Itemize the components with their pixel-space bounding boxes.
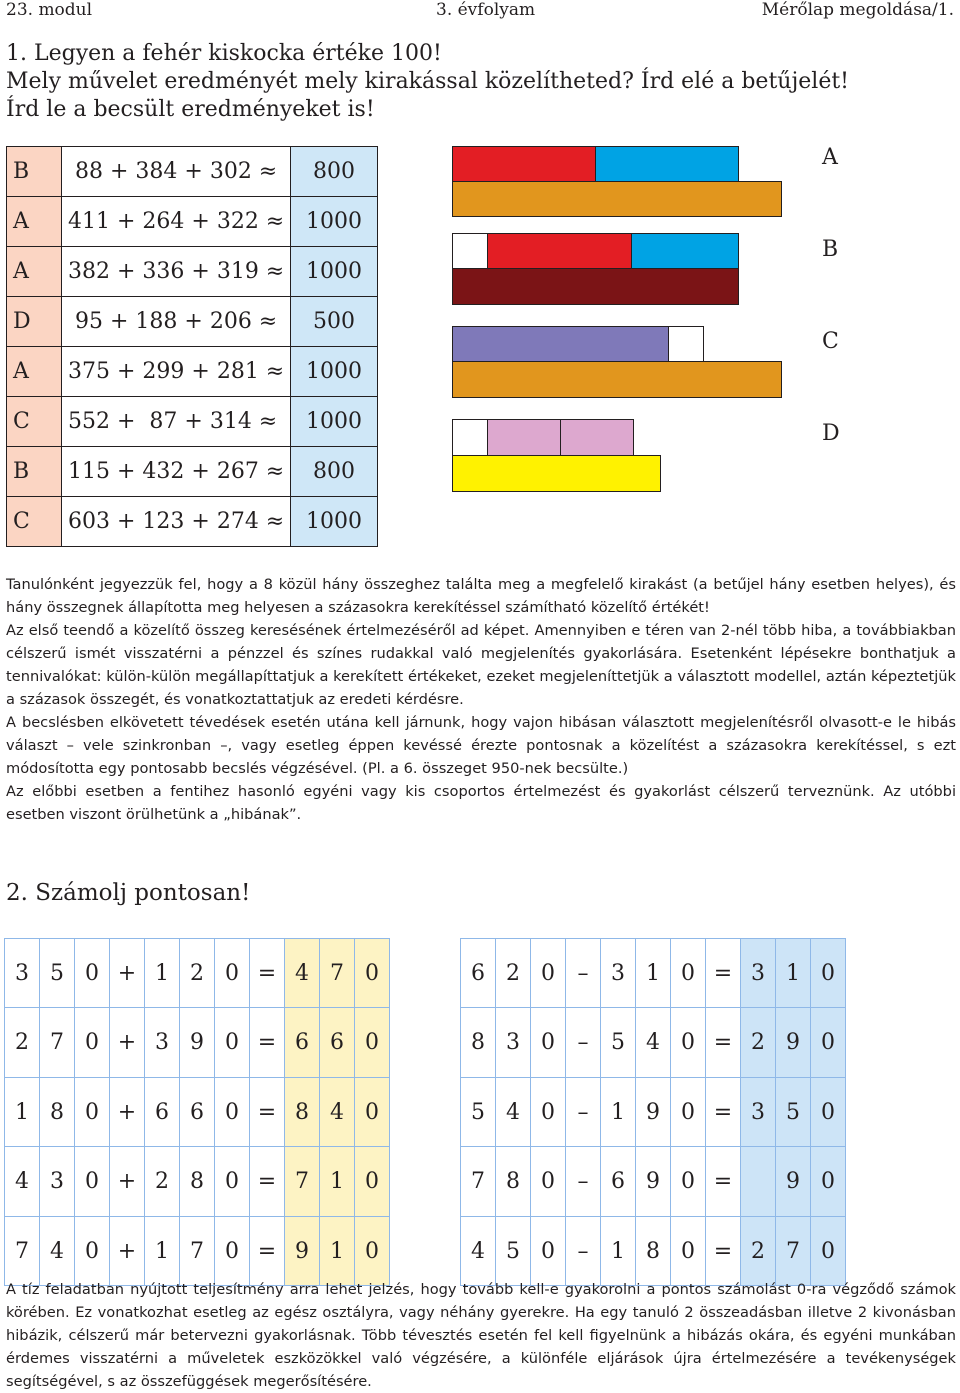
grid-cell: 0 bbox=[531, 1078, 566, 1147]
bar-d-yellow bbox=[452, 455, 661, 492]
answer-cell: 0 bbox=[811, 1078, 846, 1147]
grid-cell: 0 bbox=[531, 1217, 566, 1286]
grid-cell: – bbox=[566, 1008, 601, 1078]
answer-cell: 0 bbox=[355, 1217, 390, 1286]
grid-cell: + bbox=[110, 1008, 145, 1078]
grid-cell: = bbox=[706, 1008, 741, 1078]
grid-cell: + bbox=[110, 1217, 145, 1286]
answer-cell: 1 bbox=[320, 1217, 355, 1286]
task1-line1: 1. Legyen a fehér kiskocka értéke 100! bbox=[6, 41, 442, 66]
grid-cell: 8 bbox=[636, 1217, 671, 1286]
answer-cell: 7 bbox=[285, 1147, 320, 1217]
bar-c-orange bbox=[452, 361, 782, 398]
estimate-expression: 115 + 432 + 267 ≈ bbox=[62, 447, 291, 497]
grid-cell: – bbox=[566, 939, 601, 1008]
grid-cell: 0 bbox=[75, 1147, 110, 1217]
answer-cell: 0 bbox=[811, 1217, 846, 1286]
grid-cell: 7 bbox=[180, 1217, 215, 1286]
grid-cell: = bbox=[706, 1078, 741, 1147]
estimate-row bbox=[7, 247, 378, 297]
grid-cell: 1 bbox=[636, 939, 671, 1008]
answer-cell: 1 bbox=[320, 1147, 355, 1217]
bar-d-pink-1 bbox=[487, 419, 561, 456]
grid-cell: 5 bbox=[601, 1008, 636, 1078]
answer-cell: 9 bbox=[776, 1147, 811, 1217]
bar-a-red bbox=[452, 146, 596, 182]
grid-cell: = bbox=[706, 1147, 741, 1217]
estimate-letter: B bbox=[7, 447, 62, 497]
grid-cell: 0 bbox=[671, 1008, 706, 1078]
note-paragraph-4: Az előbbi esetben a fentihez hasonló egyéni vagy kis csoportos értelmezést és gyakorlást célszerű terveznünk. Az utóbbi esetben viszont örülhetünk a „hibának”. bbox=[6, 783, 956, 823]
bar-label-d: D bbox=[822, 421, 840, 446]
grid-row bbox=[5, 1078, 390, 1147]
bar-b-red bbox=[487, 233, 632, 269]
estimate-value: 500 bbox=[291, 297, 378, 347]
estimate-expression: 382 + 336 + 319 ≈ bbox=[62, 247, 291, 297]
estimate-expression: 375 + 299 + 281 ≈ bbox=[62, 347, 291, 397]
grid-cell: 9 bbox=[636, 1078, 671, 1147]
estimate-letter: B bbox=[7, 147, 62, 197]
grid-cell: 1 bbox=[601, 1217, 636, 1286]
grid-cell: = bbox=[250, 939, 285, 1008]
grid-cell: 0 bbox=[671, 1217, 706, 1286]
grid-cell: 0 bbox=[531, 1008, 566, 1078]
grid-cell: 0 bbox=[215, 1078, 250, 1147]
answer-cell: 0 bbox=[811, 1008, 846, 1078]
grid-cell: = bbox=[706, 1217, 741, 1286]
bar-b-maroon bbox=[452, 268, 739, 305]
grid-cell: 4 bbox=[496, 1078, 531, 1147]
grid-cell: 0 bbox=[215, 939, 250, 1008]
grid-cell: 0 bbox=[671, 1078, 706, 1147]
grid-cell: + bbox=[110, 939, 145, 1008]
grid-cell: 3 bbox=[40, 1147, 75, 1217]
bar-models bbox=[452, 146, 782, 492]
bar-d-pink-2 bbox=[560, 419, 634, 456]
answer-cell: 6 bbox=[320, 1008, 355, 1078]
estimate-table bbox=[6, 146, 378, 547]
answer-cell: 9 bbox=[285, 1217, 320, 1286]
estimate-value: 1000 bbox=[291, 497, 378, 547]
grid-cell: 3 bbox=[5, 939, 40, 1008]
note-paragraph-1: Tanulónként jegyezzük fel, hogy a 8 közül hány összeghez találta meg a megfelelő kirakást (a betűjel hány esetben helyes), és hány összegnek állapította meg helyesen a százasokra kerekítéssel számítható közelítő értékét! bbox=[6, 576, 956, 616]
answer-cell: 2 bbox=[741, 1217, 776, 1286]
grid-cell: 4 bbox=[636, 1008, 671, 1078]
grid-cell: 9 bbox=[636, 1147, 671, 1217]
grid-cell: 1 bbox=[145, 1217, 180, 1286]
grid-cell: 8 bbox=[180, 1147, 215, 1217]
estimate-letter: A bbox=[7, 197, 62, 247]
grid-row bbox=[5, 1147, 390, 1217]
grid-cell: 4 bbox=[40, 1217, 75, 1286]
grid-cell: = bbox=[250, 1008, 285, 1078]
estimate-letter: A bbox=[7, 247, 62, 297]
grid-cell: 0 bbox=[215, 1217, 250, 1286]
estimate-row bbox=[7, 347, 378, 397]
answer-cell: 4 bbox=[320, 1078, 355, 1147]
grid-cell: 8 bbox=[496, 1147, 531, 1217]
grid-cell: = bbox=[250, 1078, 285, 1147]
grid-cell: 0 bbox=[671, 939, 706, 1008]
answer-cell: 2 bbox=[741, 1008, 776, 1078]
grid-cell: 7 bbox=[5, 1217, 40, 1286]
answer-cell bbox=[741, 1147, 776, 1217]
estimate-letter: C bbox=[7, 497, 62, 547]
estimate-value: 1000 bbox=[291, 247, 378, 297]
answer-cell: 4 bbox=[285, 939, 320, 1008]
grid-cell: 0 bbox=[75, 1217, 110, 1286]
grid-cell: 4 bbox=[461, 1217, 496, 1286]
grid-cell: 0 bbox=[531, 939, 566, 1008]
grid-row bbox=[5, 939, 390, 1008]
answer-cell: 7 bbox=[320, 939, 355, 1008]
answer-cell: 3 bbox=[741, 939, 776, 1008]
grid-row bbox=[461, 1147, 846, 1217]
answer-cell: 0 bbox=[355, 1078, 390, 1147]
grid-cell: = bbox=[706, 939, 741, 1008]
addition-grid bbox=[4, 938, 390, 1286]
grid-cell: 5 bbox=[40, 939, 75, 1008]
answer-cell: 0 bbox=[811, 1147, 846, 1217]
bar-a-orange bbox=[452, 181, 782, 217]
estimate-row bbox=[7, 197, 378, 247]
grid-cell: 2 bbox=[496, 939, 531, 1008]
bar-d-white-cube bbox=[452, 419, 488, 456]
estimate-expression: 552 + 87 + 314 ≈ bbox=[62, 397, 291, 447]
task2-title: 2. Számolj pontosan! bbox=[6, 880, 251, 906]
grid-cell: – bbox=[566, 1078, 601, 1147]
header-grade: 3. évfolyam bbox=[436, 0, 536, 20]
answer-cell: 1 bbox=[776, 939, 811, 1008]
task1-instructions bbox=[6, 40, 849, 124]
bar-label-b: B bbox=[822, 237, 839, 262]
grid-cell: 2 bbox=[180, 939, 215, 1008]
task1-line2: Mely művelet eredményét mely kirakással közelítheted? Írd elé a betűjelét! bbox=[6, 69, 850, 94]
answer-cell: 9 bbox=[776, 1008, 811, 1078]
grid-cell: 9 bbox=[180, 1008, 215, 1078]
bar-a-blue bbox=[595, 146, 739, 182]
grid-cell: 0 bbox=[75, 1008, 110, 1078]
grid-cell: 2 bbox=[145, 1147, 180, 1217]
estimate-value: 800 bbox=[291, 147, 378, 197]
estimate-row bbox=[7, 147, 378, 197]
grid-cell: 4 bbox=[5, 1147, 40, 1217]
grid-cell: 0 bbox=[75, 939, 110, 1008]
grid-cell: 0 bbox=[671, 1147, 706, 1217]
grid-cell: + bbox=[110, 1078, 145, 1147]
bar-b-blue bbox=[631, 233, 739, 269]
grid-cell: 5 bbox=[461, 1078, 496, 1147]
grid-cell: 7 bbox=[40, 1008, 75, 1078]
bar-label-a: A bbox=[822, 145, 838, 170]
grid-row bbox=[5, 1217, 390, 1286]
grid-row bbox=[5, 1008, 390, 1078]
final-note: A tíz feladatban nyújtott teljesítmény arra lehet jelzés, hogy tovább kell-e gyakorolni a pontos számolást 0-ra végződő számok körében. Ez vonatkozhat esetleg az egész osztályra, vagy néhány gyerekre. Ha egy tanuló 2 összeadásban illetve 2 kivonásban hibázik, célszerű már betervezni gyakorlásnak. Több tévesztés esetén fel kell figyelnünk a hibázás okára, és egyéni munkában érdemes visszatérni a műveletek eszközökkel való végzésére, a különféle eljárások újra értelmezésére a tevékenységek segítségével, s az összefüggések megerősítésére. bbox=[6, 1281, 956, 1390]
subtraction-grid bbox=[460, 938, 846, 1286]
estimate-value: 1000 bbox=[291, 347, 378, 397]
header-module: 23. modul bbox=[6, 0, 93, 20]
grid-row bbox=[461, 1078, 846, 1147]
estimate-expression: 603 + 123 + 274 ≈ bbox=[62, 497, 291, 547]
estimate-row bbox=[7, 497, 378, 547]
answer-cell: 0 bbox=[355, 939, 390, 1008]
note-paragraph-2: Az első teendő a közelítő összeg keresésének értelmezéséről ad képet. Amennyiben e téren van 2-nél több hiba, a továbbiakban célszerű ismét visszatérni a pénzzel és színes rudakkal való megjelenítés gyakorlására. Esetenként lépésekre bonthatjuk a tennivalókat: külön-külön megállapíttatjuk a kerekített értékeket, ezeket megjeleníttetjük a választott modellel, aztán képeztetjük a százasok összegét, és vonatkoztattatjuk az eredeti kérdésre. bbox=[6, 622, 956, 708]
grid-row bbox=[461, 1008, 846, 1078]
grid-cell: = bbox=[250, 1217, 285, 1286]
grid-cell: 3 bbox=[496, 1008, 531, 1078]
grid-cell: + bbox=[110, 1147, 145, 1217]
grid-cell: 5 bbox=[496, 1217, 531, 1286]
grid-row bbox=[461, 1217, 846, 1286]
answer-cell: 7 bbox=[776, 1217, 811, 1286]
answer-cell: 5 bbox=[776, 1078, 811, 1147]
estimate-expression: 95 + 188 + 206 ≈ bbox=[62, 297, 291, 347]
teacher-note bbox=[6, 573, 956, 826]
grid-cell: 8 bbox=[461, 1008, 496, 1078]
answer-cell: 3 bbox=[741, 1078, 776, 1147]
grid-row bbox=[461, 939, 846, 1008]
estimate-value: 1000 bbox=[291, 197, 378, 247]
grid-cell: 6 bbox=[180, 1078, 215, 1147]
estimate-row bbox=[7, 397, 378, 447]
grid-cell: 6 bbox=[461, 939, 496, 1008]
grid-cell: 1 bbox=[145, 939, 180, 1008]
grid-cell: – bbox=[566, 1147, 601, 1217]
answer-cell: 0 bbox=[355, 1008, 390, 1078]
estimate-letter: A bbox=[7, 347, 62, 397]
grid-cell: 6 bbox=[601, 1147, 636, 1217]
bar-label-c: C bbox=[822, 329, 839, 354]
grid-cell: 0 bbox=[215, 1008, 250, 1078]
estimate-expression: 88 + 384 + 302 ≈ bbox=[62, 147, 291, 197]
grid-cell: 3 bbox=[601, 939, 636, 1008]
estimate-value: 1000 bbox=[291, 397, 378, 447]
answer-cell: 0 bbox=[811, 939, 846, 1008]
answer-cell: 0 bbox=[355, 1147, 390, 1217]
grid-cell: – bbox=[566, 1217, 601, 1286]
note-paragraph-3: A becslésben elkövetett tévedések esetén utána kell járnunk, hogy vajon hibásan választott megjelenítésről olvasott-e le hibás választ – vele szinkronban –, vagy esetleg éppen kevéssé érezte pontosnak a közelítést a százasokra kerekítéssel, s ezt módosította egy pontosabb becslés végzésével. (Pl. a 6. összeget 950-nek becsülte.) bbox=[6, 714, 956, 777]
answer-cell: 8 bbox=[285, 1078, 320, 1147]
task1-line3: Írd le a becsült eredményeket is! bbox=[6, 97, 375, 122]
grid-cell: 0 bbox=[531, 1147, 566, 1217]
grid-cell: 0 bbox=[215, 1147, 250, 1217]
grid-cell: 8 bbox=[40, 1078, 75, 1147]
estimate-letter: C bbox=[7, 397, 62, 447]
header-page: Mérőlap megoldása/1. bbox=[761, 0, 954, 20]
answer-cell: 6 bbox=[285, 1008, 320, 1078]
grid-cell: = bbox=[250, 1147, 285, 1217]
estimate-row bbox=[7, 447, 378, 497]
grid-cell: 2 bbox=[5, 1008, 40, 1078]
grid-cell: 6 bbox=[145, 1078, 180, 1147]
estimate-expression: 411 + 264 + 322 ≈ bbox=[62, 197, 291, 247]
grid-cell: 7 bbox=[461, 1147, 496, 1217]
grid-cell: 1 bbox=[601, 1078, 636, 1147]
bar-c-purple bbox=[452, 326, 669, 362]
estimate-letter: D bbox=[7, 297, 62, 347]
grid-cell: 0 bbox=[75, 1078, 110, 1147]
grid-cell: 1 bbox=[5, 1078, 40, 1147]
bar-c-white-cube bbox=[668, 326, 704, 362]
estimate-row bbox=[7, 297, 378, 347]
estimate-value: 800 bbox=[291, 447, 378, 497]
bar-b-white-cube bbox=[452, 233, 488, 269]
grid-cell: 3 bbox=[145, 1008, 180, 1078]
